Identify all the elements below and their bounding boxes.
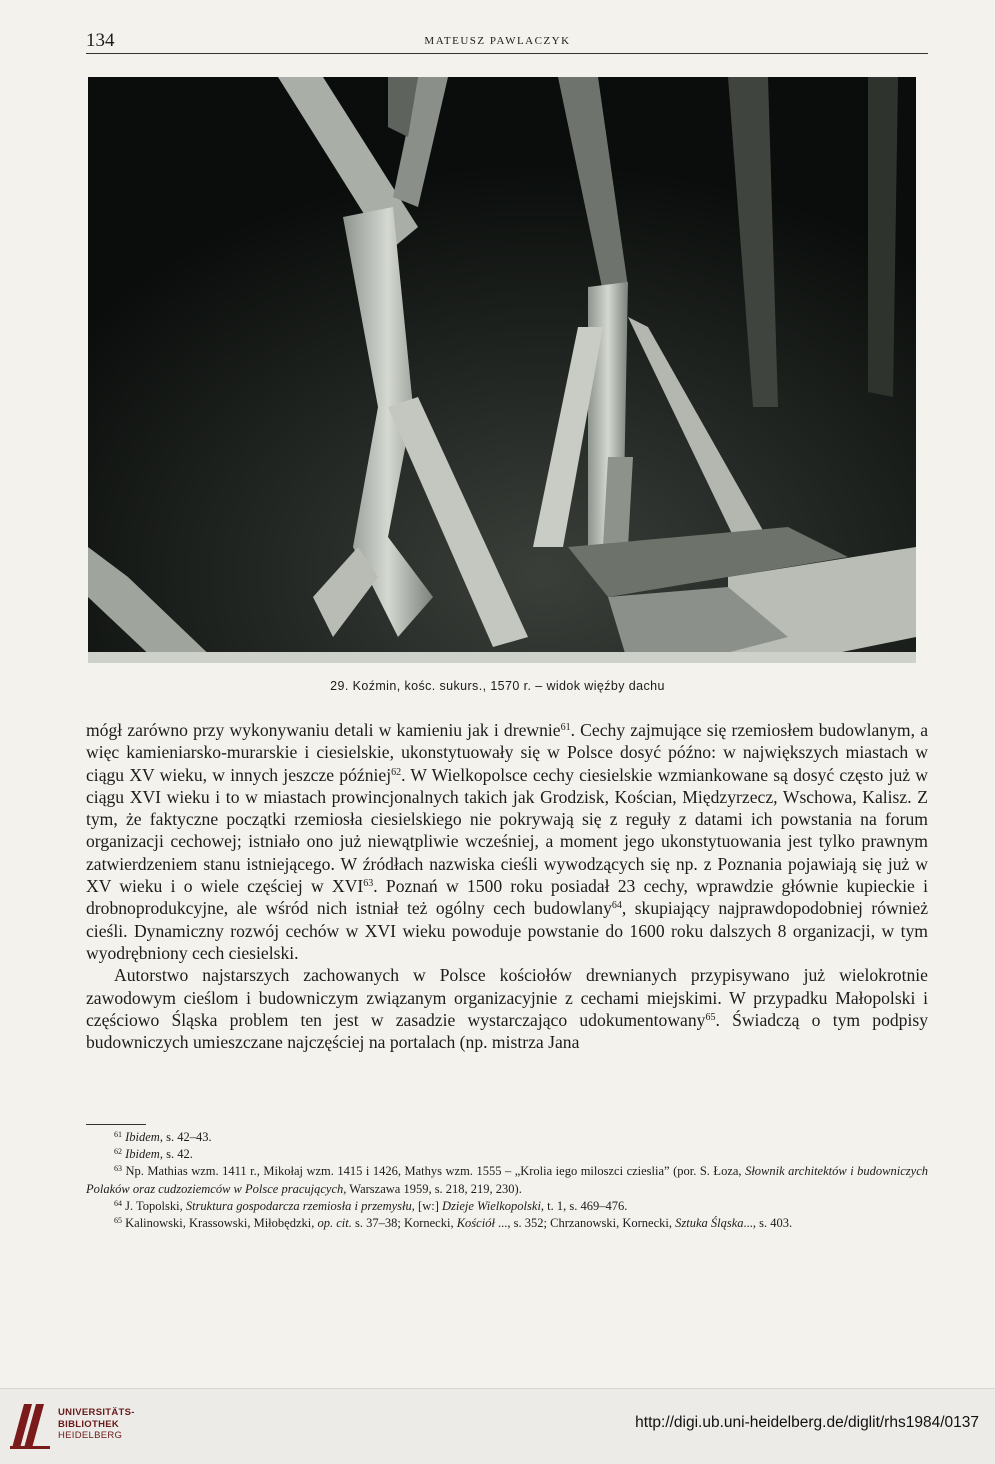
footnote-ref-65[interactable]: 65 (705, 1011, 716, 1023)
footnote-text: Ibidem (125, 1147, 160, 1162)
footnote-rule (86, 1124, 146, 1125)
library-line2: BIBLIOTHEK (58, 1418, 120, 1430)
source-url-link[interactable]: http://digi.ub.uni-heidelberg.de/diglit/rhs1984/0137 (635, 1414, 979, 1431)
page-number: 134 (86, 30, 115, 51)
footnote-text: J. Topolski, (125, 1198, 186, 1213)
running-header-author: MATEUSZ PAWLACZYK (424, 35, 571, 47)
footnote-text: , [w:] (411, 1198, 442, 1213)
footnote-61 (86, 1129, 928, 1146)
p1-segment: , skupiający najprawdopodobniej również cieśli. Dynamiczny rozwój cechów w XVI wieku powoduje powstanie do 1600 roku dalszych 8 organizacji, w tym wyodrębniony cech ciesielski. (86, 898, 929, 963)
footnote-64 (86, 1198, 928, 1215)
paragraph-2 (86, 964, 928, 1053)
footnote-text: Struktura gospodarcza rzemiosła i przemysłu (185, 1198, 412, 1213)
footnote-text: s. 37–38; Kornecki, (351, 1216, 457, 1231)
p2-segment: . Świadczą o tym podpisy budowniczych umieszczane najczęściej na portalach (np. mistrza Jana (86, 1009, 928, 1053)
footnote-text: Sztuka Śląska (675, 1216, 744, 1231)
p1-segment: . Cechy zajmujące się rzemiosłem budowlanym, a więc kamieniarsko-murarskie i ciesielskie, ukonstytuowały się w Polsce dosyć późno: w największych miastach w ciągu XV wieku, w innych jeszcze później (86, 720, 929, 785)
footnote-text: Np. Mathias wzm. 1411 r., Mikołaj wzm. 1415 i 1426, Mathys wzm. 1555 – „Krolia iego miloszci czieslia” (por. S. Łoza, (125, 1164, 746, 1179)
roof-truss-photo (88, 77, 916, 663)
footnote-ref-62[interactable]: 62 (391, 766, 402, 778)
footnote-text: ..., s. 403. (743, 1216, 793, 1231)
footnote-number: 61 (114, 1130, 122, 1139)
library-line1: UNIVERSITÄTS- (58, 1407, 135, 1418)
p1-segment: . W Wielkopolsce cechy ciesielskie wzmiankowane są dosyć często już w ciągu XVI wieku i to w miastach prowincjonalnych takich jak Grodzisk, Kościan, Międzyrzecz, Wschowa, Kalisz. Z tym, że faktyczne początki rzemiosła ciesielskiego nie pokrywają się z reguły z datami ich powstania na forum organizacji cechowej; istniało ono już niewątpliwie wcześniej, a moment jego ukonstytuowania jest tylko prawnym zatwierdzeniem stanu istniejącego. W źródłach nazwiska cieśli wywodzących się np. z Poznania pojawiają się już w XV wieku i o wiele częściej w XVI (86, 764, 928, 897)
figure-caption: 29. Koźmin, kośc. sukurs., 1570 r. – widok więźby dachu (330, 679, 665, 693)
library-logo-icon (10, 1402, 52, 1450)
footnote-ref-61[interactable]: 61 (560, 722, 571, 733)
footnote-text: , s. 42–43. (159, 1130, 212, 1144)
library-name[interactable] (58, 1407, 135, 1442)
footnote-text: , Warszawa 1959, s. 218, 219, 230). (343, 1181, 522, 1196)
p1-segment: mógł zarówno przy wykonywaniu detali w kamieniu jak i drewnie (86, 720, 561, 740)
footnote-65 (86, 1215, 928, 1232)
paragraph-1 (86, 719, 928, 964)
footnote-text: Słownik architektów i budowniczych Polaków oraz cudzoziemców w Polsce pracujących (86, 1164, 928, 1196)
footnote-text: Kościół (456, 1216, 495, 1231)
footnote-number: 65 (114, 1216, 122, 1226)
footnote-number: 64 (114, 1198, 122, 1208)
footnote-text: Ibidem (125, 1130, 160, 1144)
footnote-62 (86, 1146, 928, 1163)
footnotes (86, 1129, 928, 1232)
footnote-text: , s. 42. (159, 1147, 193, 1162)
footnote-text: Dzieje Wielkopolski (441, 1198, 541, 1213)
footnote-number: 63 (114, 1164, 122, 1174)
footnote-ref-64[interactable]: 64 (611, 900, 622, 912)
footnote-text: op. cit. (317, 1216, 352, 1231)
library-line3: HEIDELBERG (58, 1430, 123, 1441)
p2-segment: Autorstwo najstarszych zachowanych w Polsce kościołów drewnianych przypisywano już wielokrotnie zawodowym cieślom i budowniczym związanym organizacyjnie z cechami miejskimi. W przypadku Małopolski i częściowo Śląska problem ten jest w zasadzie wystarczająco udokumentowany (86, 965, 928, 1030)
footnote-text: , t. 1, s. 469–476. (540, 1198, 628, 1213)
footnote-63 (86, 1163, 928, 1197)
header-rule (86, 53, 928, 54)
footnote-number: 62 (114, 1147, 122, 1157)
figure-photo (88, 77, 916, 663)
footnote-text: Kalinowski, Krassowski, Miłobędzki, (125, 1216, 318, 1231)
p1-segment: . Poznań w 1500 roku posiadał 23 cechy, wprawdzie głównie kupieckie i drobnoprodukcyjne, ale wśród nich istniał też ogólny cech budowlany (86, 876, 929, 919)
footnote-text: ..., s. 352; Chrzanowski, Kornecki, (494, 1216, 676, 1231)
footnote-ref-63[interactable]: 63 (363, 878, 374, 890)
body-text (86, 719, 928, 1053)
